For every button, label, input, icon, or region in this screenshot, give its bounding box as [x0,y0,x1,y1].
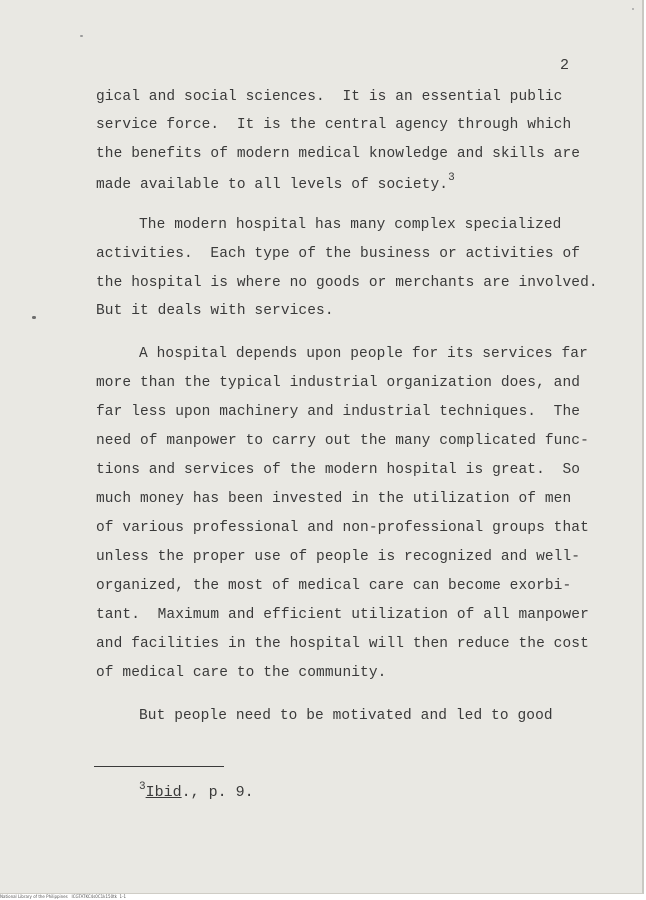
text-line: and facilities in the hospital will then reduce the cost [96,636,589,652]
text-line: much money has been invested in the utilization of men [96,491,572,507]
text-line-with-footnote-ref [96,174,455,193]
text-line: activities. Each type of the business or activities of [96,246,581,262]
ink-speck [80,35,83,37]
footnote-reference: 3 [448,172,455,184]
text-line: organized, the most of medical care can become exorbi- [96,578,572,594]
text-line: But it deals with services. [96,303,334,319]
footnote-citation: ., p. 9. [181,784,254,801]
text-line: A hospital depends upon people for its services far [139,346,588,362]
text-line: gical and social sciences. It is an essential public [96,89,563,105]
text-line: tant. Maximum and efficient utilization of all manpower [96,607,589,623]
ink-speck [32,316,36,319]
ink-speck [632,8,634,10]
footnote-marker: 3 [139,781,146,793]
text-line: of medical care to the community. [96,665,387,681]
footnote [139,781,254,801]
footnote-divider [94,766,224,767]
text-line: the benefits of modern medical knowledge and skills are [96,146,581,162]
page-number: 2 [560,57,570,74]
text-line: The modern hospital has many complex specialized [139,217,562,233]
text-line: more than the typical industrial organization does, and [96,375,581,391]
text-line: unless the proper use of people is recognized and well- [96,549,581,565]
footnote-source: Ibid [145,784,182,801]
scan-credit: National Library of the Philippines ICGTATKC4s0C1k150tk 1-1 [0,894,127,899]
text-line: of various professional and non-professional groups that [96,520,589,536]
text-line: the hospital is where no goods or merchants are involved. [96,275,598,291]
text-line: need of manpower to carry out the many complicated func- [96,433,589,449]
text-fragment: made available to all levels of society. [96,176,449,193]
text-line: far less upon machinery and industrial techniques. The [96,404,581,420]
text-line: But people need to be motivated and led to good [139,708,553,724]
text-line: tions and services of the modern hospital is great. So [96,462,581,478]
text-line: service force. It is the central agency through which [96,117,572,133]
